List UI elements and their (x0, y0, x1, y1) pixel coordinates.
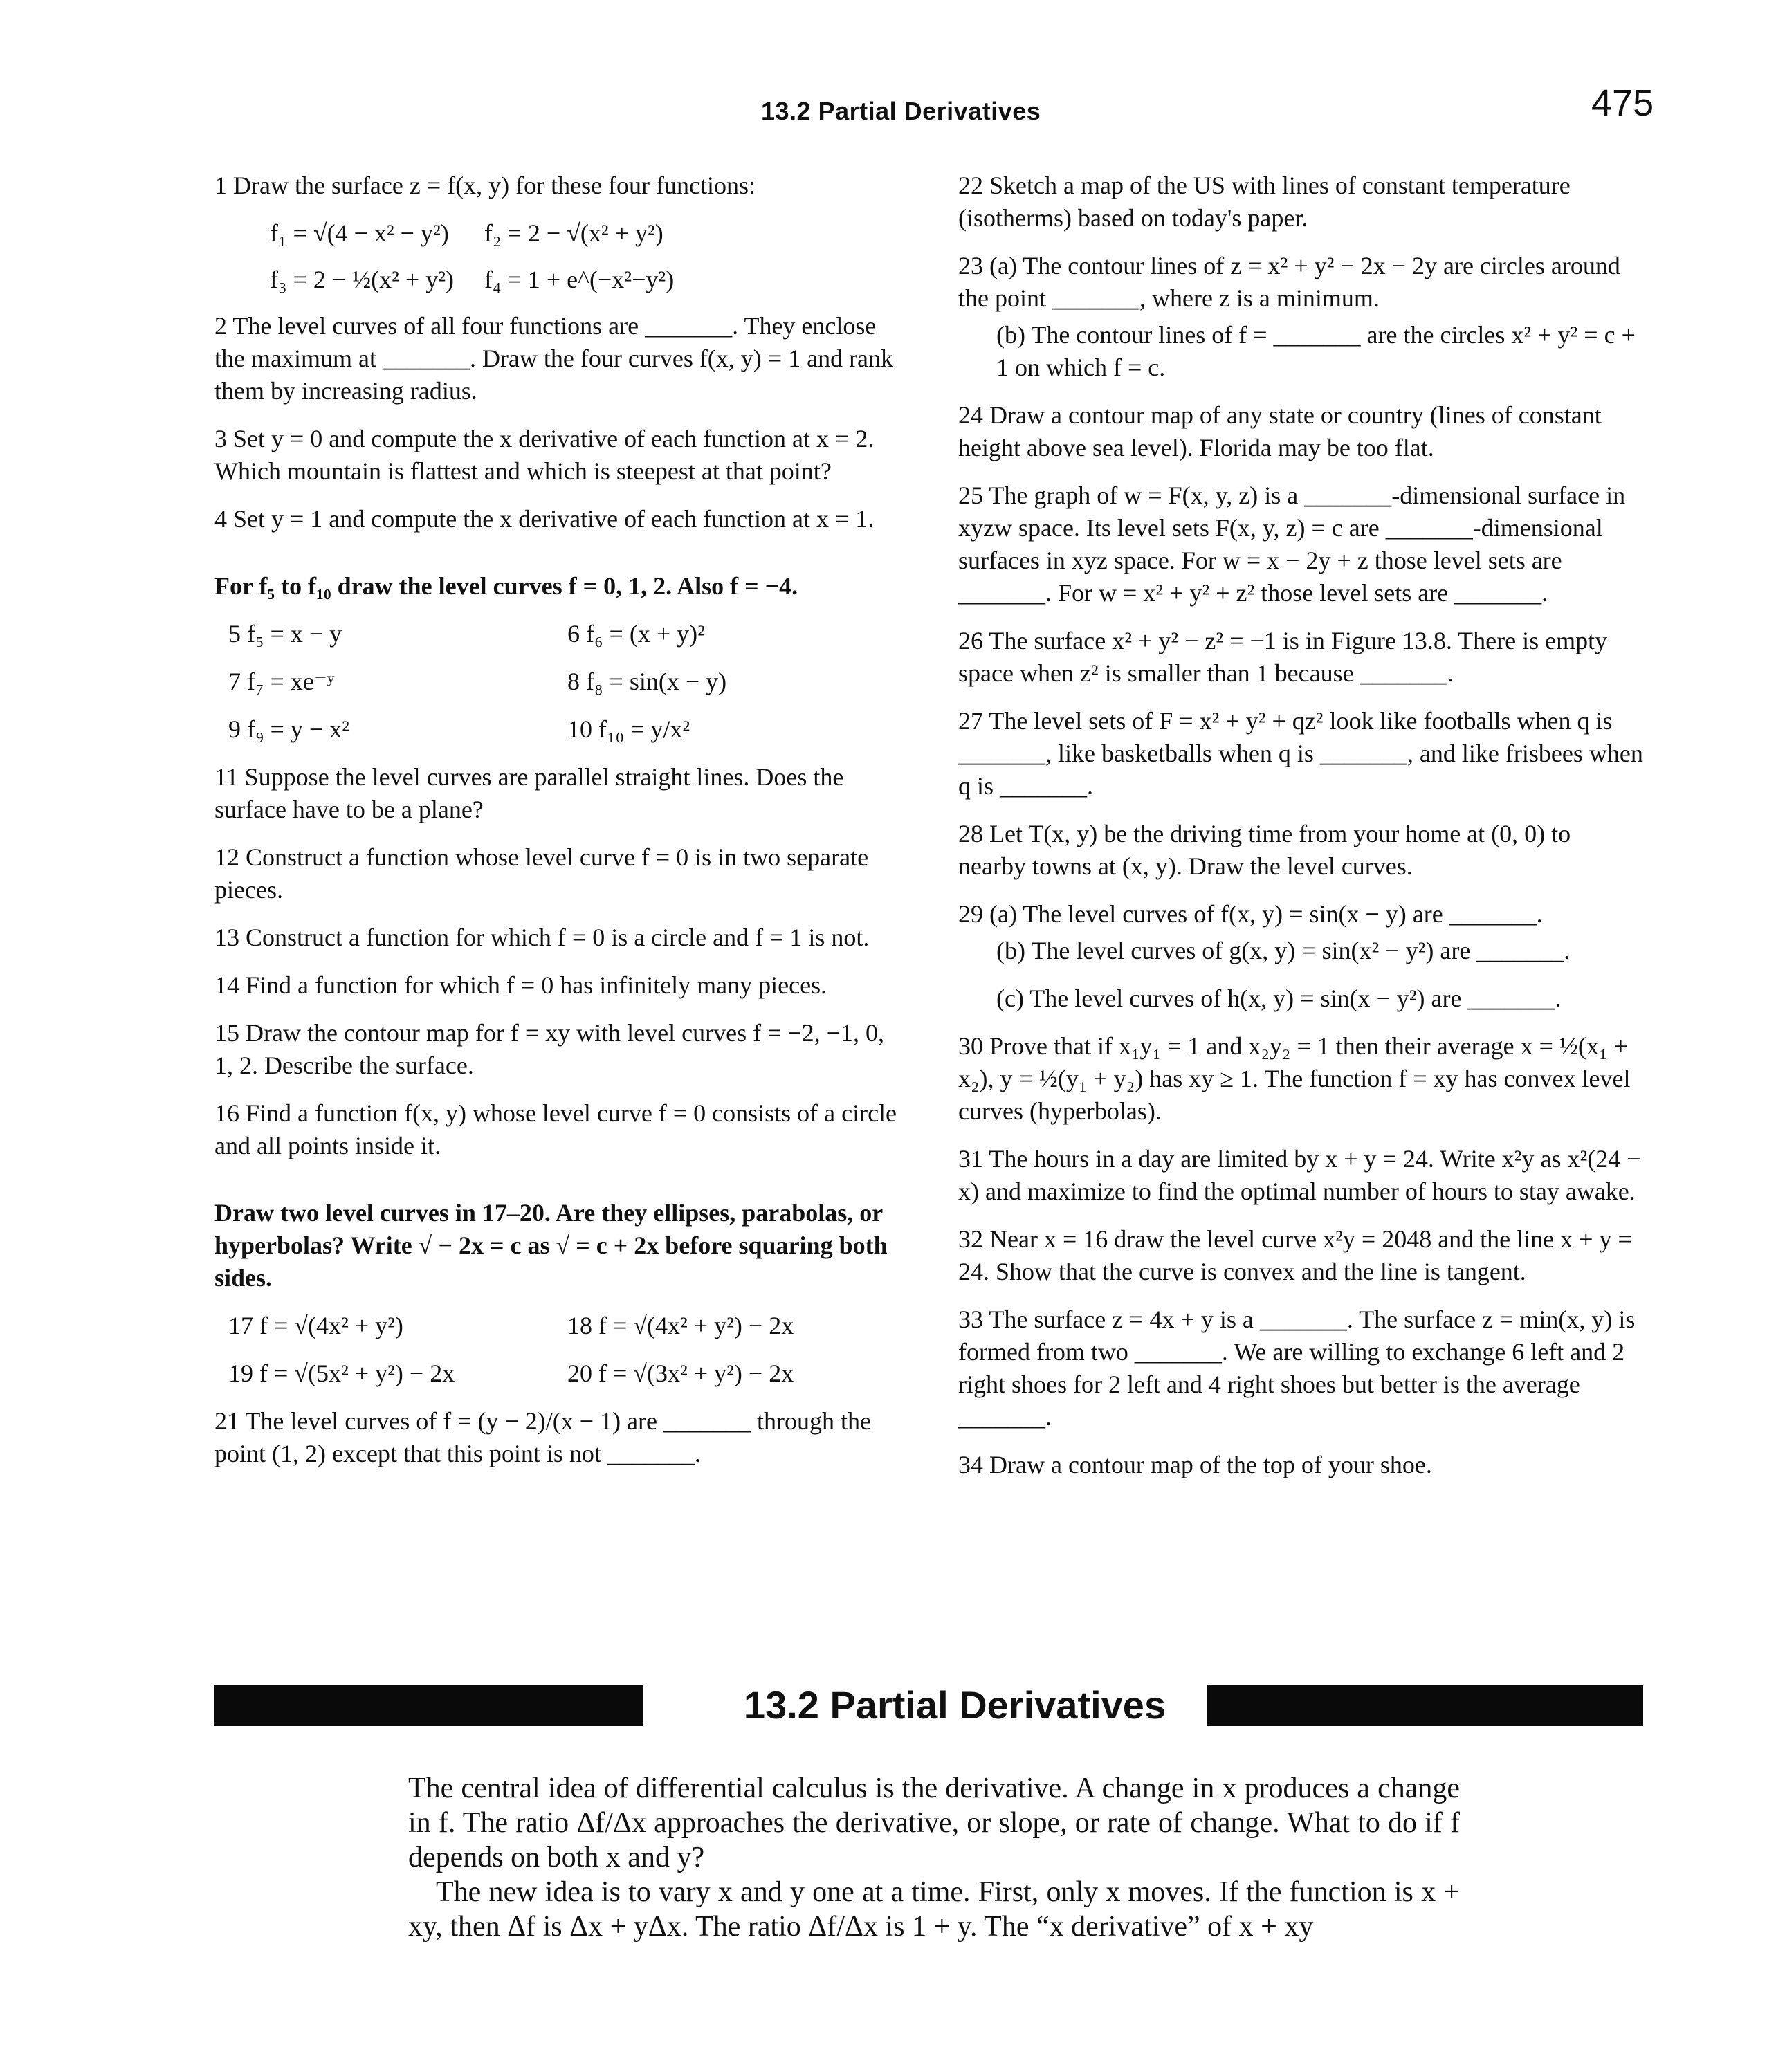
equation-f2: f₂ = 2 − √(x² + y²) (484, 219, 663, 247)
exercise-1: 1 Draw the surface z = f(x, y) for these four functions: (214, 172, 756, 199)
instruction-5-10: For f₅ to f₁₀ draw the level curves f = 0, 1, 2. Also f = −4. (214, 572, 798, 600)
exercise-18: 18 f = √(4x² + y²) − 2x (567, 1312, 794, 1339)
exercise-5: 5 f₅ = x − y (228, 620, 342, 648)
exercise-row-19-20 (214, 1357, 899, 1390)
right-column (958, 169, 1643, 1496)
exercise-22: 22 Sketch a map of the US with lines of constant temperature (isotherms) based on today's paper. (958, 172, 1571, 232)
exercise-row-9-10 (214, 713, 899, 746)
running-header: 13.2 Partial Derivatives (761, 97, 1041, 125)
exercise-32: 32 Near x = 16 draw the level curve x²y = 2048 and the line x + y = 24. Show that the curve is convex and the line is tangent. (958, 1225, 1632, 1285)
equation-f1: f₁ = √(4 − x² − y²) (270, 219, 449, 247)
section-bar-left (214, 1685, 643, 1726)
exercise-11: 11 Suppose the level curves are parallel straight lines. Does the surface have to be a plane? (214, 763, 844, 823)
exercise-14: 14 Find a function for which f = 0 has infinitely many pieces. (214, 971, 827, 999)
exercise-34: 34 Draw a contour map of the top of your shoe. (958, 1451, 1432, 1478)
exercise-19: 19 f = √(5x² + y²) − 2x (228, 1359, 455, 1387)
exercise-15: 15 Draw the contour map for f = xy with level curves f = −2, −1, 0, 1, 2. Describe the surface. (214, 1019, 884, 1079)
exercise-30: 30 Prove that if x₁y₁ = 1 and x₂y₂ = 1 then their average x = ½(x₁ + x₂), y = ½(y₁ + y₂) has xy ≥ 1. The function f = xy has convex level curves (hyperbolas). (958, 1032, 1631, 1125)
exercise-2: 2 The level curves of all four functions are _______. They enclose the maximum at _______. Draw the four curves f(x, y) = 1 and rank them by increasing radius. (214, 312, 894, 405)
exercise-row-7-8 (214, 666, 899, 698)
exercise-10: 10 f₁₀ = y/x² (567, 715, 690, 743)
exercise-21: 21 The level curves of f = (y − 2)/(x − 1) are _______ through the point (1, 2) except that this point is not _______. (214, 1407, 871, 1467)
exercise-9: 9 f₉ = y − x² (228, 715, 349, 743)
exercise-28: 28 Let T(x, y) be the driving time from your home at (0, 0) to nearby towns at (x, y). Draw the level curves. (958, 820, 1571, 880)
exercise-row-17-18 (214, 1310, 899, 1342)
exercise-29a: 29 (a) The level curves of f(x, y) = sin(x − y) are _______. (958, 900, 1543, 928)
exercise-31: 31 The hours in a day are limited by x + y = 24. Write x²y as x²(24 − x) and maximize to find the optimal number of hours to stay awake. (958, 1145, 1641, 1205)
exercise-27: 27 The level sets of F = x² + y² + qz² look like footballs when q is _______, like basketballs when q is _______, and like frisbees when q is _______. (958, 707, 1643, 800)
exercise-13: 13 Construct a function for which f = 0 is a circle and f = 1 is not. (214, 924, 870, 951)
exercise-7: 7 f₇ = xe⁻ʸ (228, 668, 335, 695)
exercise-25: 25 The graph of w = F(x, y, z) is a _______-dimensional surface in xyzw space. Its level sets F(x, y, z) = c are _______-dimensional surfaces in xyz space. For w = x − 2y + z those level sets are _______. For w = x² + y² + z² those level sets are _______. (958, 482, 1626, 607)
exercise-4: 4 Set y = 1 and compute the x derivative of each function at x = 1. (214, 505, 875, 533)
page-number: 475 (1591, 82, 1654, 124)
exercise-20: 20 f = √(3x² + y²) − 2x (567, 1359, 794, 1387)
exercise-8: 8 f₈ = sin(x − y) (567, 668, 727, 695)
exercise-17: 17 f = √(4x² + y²) (228, 1312, 403, 1339)
exercise-29b: (b) The level curves of g(x, y) = sin(x² − y²) are _______. (996, 937, 1571, 964)
exercise-33: 33 The surface z = 4x + y is a _______. The surface z = min(x, y) is formed from two _______. We are willing to exchange 6 left and 2 right shoes for 2 left and 4 right shoes but better is the average _______. (958, 1305, 1636, 1431)
equation-f4: f₄ = 1 + e^(−x²−y²) (484, 266, 675, 293)
exercise-23b: (b) The contour lines of f = _______ are the circles x² + y² = c + 1 on which f = c. (996, 321, 1636, 381)
section-body (408, 1771, 1460, 1944)
exercise-3: 3 Set y = 0 and compute the x derivative of each function at x = 2. Which mountain is flattest and which is steepest at that point? (214, 425, 875, 485)
exercise-6: 6 f₆ = (x + y)² (567, 620, 705, 648)
exercise-26: 26 The surface x² + y² − z² = −1 is in Figure 13.8. There is empty space when z² is smaller than 1 because _______. (958, 627, 1608, 687)
section-bar-right (1207, 1685, 1643, 1726)
exercise-16: 16 Find a function f(x, y) whose level curve f = 0 consists of a circle and all points inside it. (214, 1099, 897, 1159)
body-paragraph-1: The central idea of differential calculus is the derivative. A change in x produces a change in f. The ratio Δf/Δx approaches the derivative, or slope, or rate of change. What to do if f depends on both x and y? (408, 1772, 1460, 1873)
exercise-29c: (c) The level curves of h(x, y) = sin(x − y²) are _______. (996, 984, 1562, 1012)
body-paragraph-2: The new idea is to vary x and y one at a time. First, only x moves. If the function is x + xy, then Δf is Δx + yΔx. The ratio Δf/Δx is 1 + y. The “x derivative” of x + xy (408, 1876, 1460, 1943)
exercise-12: 12 Construct a function whose level curve f = 0 is in two separate pieces. (214, 843, 869, 904)
equation-row-1 (214, 217, 899, 250)
instruction-17-20: Draw two level curves in 17–20. Are they ellipses, parabolas, or hyperbolas? Write √ − 2x = c as √ = c + 2x before squaring both sides. (214, 1199, 888, 1292)
section-title: 13.2 Partial Derivatives (743, 1683, 1166, 1727)
equation-f3: f₃ = 2 − ½(x² + y²) (270, 266, 455, 293)
exercise-23a: 23 (a) The contour lines of z = x² + y² − 2x − 2y are circles around the point _______, where z is a minimum. (958, 252, 1620, 312)
equation-row-2 (214, 264, 899, 296)
exercise-row-5-6 (214, 618, 899, 650)
exercise-24: 24 Draw a contour map of any state or country (lines of constant height above sea level). Florida may be too flat. (958, 401, 1602, 461)
left-column (214, 169, 899, 1485)
